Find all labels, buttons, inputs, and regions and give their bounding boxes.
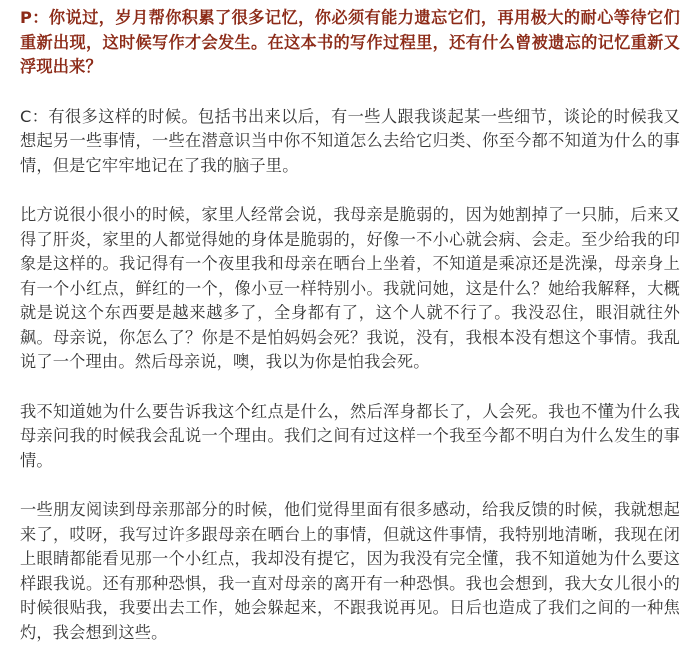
answer-paragraph-3: 我不知道她为什么要告诉我这个红点是什么，然后浑身都长了，人会死。我也不懂为什么我母亲问我的时候我会乱说一个理由。我们之间有过这样一个我至今都不明白为什么发生的事情。 xyxy=(20,401,680,470)
answer-paragraph-1: C：有很多这样的时候。包括书出来以后，有一些人跟我谈起某一些细节，谈论的时候我又想起另一些事情，一些在潜意识当中你不知道怎么去给它归类、你至今都不知道为什么的事情，但是它牢牢地记在了我的脑子里。 xyxy=(20,106,680,175)
answer-paragraph-4: 一些朋友阅读到母亲那部分的时候，他们觉得里面有很多感动，给我反馈的时候，我就想起来了，哎呀，我写过许多跟母亲在晒台上的事情，但就这件事情，我特别地清晰，我现在闭上眼睛都能看见那一个小红点，我却没有提它，因为我没有完全懂，我不知道她为什么要这样跟我说。还有那种恐惧，我一直对母亲的离开有一种恐惧。我也会想到，我大女儿很小的时候很贴我，我要出去工作，她会躲起来，不跟我说再见。日后也造成了我们之间的一种焦灼，我会想到这些。 xyxy=(20,500,680,642)
article-body xyxy=(20,6,680,670)
interview-question: P：你说过，岁月帮你积累了很多记忆，你必须有能力遗忘它们，再用极大的耐心等待它们重新出现，这时候写作才会发生。在这本书的写作过程里，还有什么曾被遗忘的记忆重新又浮现出来？ xyxy=(20,8,680,76)
answer-paragraph-2: 比方说很小很小的时候，家里人经常会说，我母亲是脆弱的，因为她割掉了一只肺，后来又得了肝炎，家里的人都觉得她的身体是脆弱的，好像一不小心就会病、会走。至少给我的印象是这样的。我记得有一个夜里我和母亲在晒台上坐着，不知道是乘凉还是洗澡，母亲身上有一个小红点，鲜红的一个，像小豆一样特别小。我就问她，这是什么？她给我解释，大概就是说这个东西要是越来越多了，全身都有了，这个人就不行了。我没忍住，眼泪就往外飙。母亲说，你怎么了？你是不是怕妈妈会死？我说，没有，我根本没有想这个事情。我乱说了一个理由。然后母亲说，噢，我以为你是怕我会死。 xyxy=(20,205,680,371)
